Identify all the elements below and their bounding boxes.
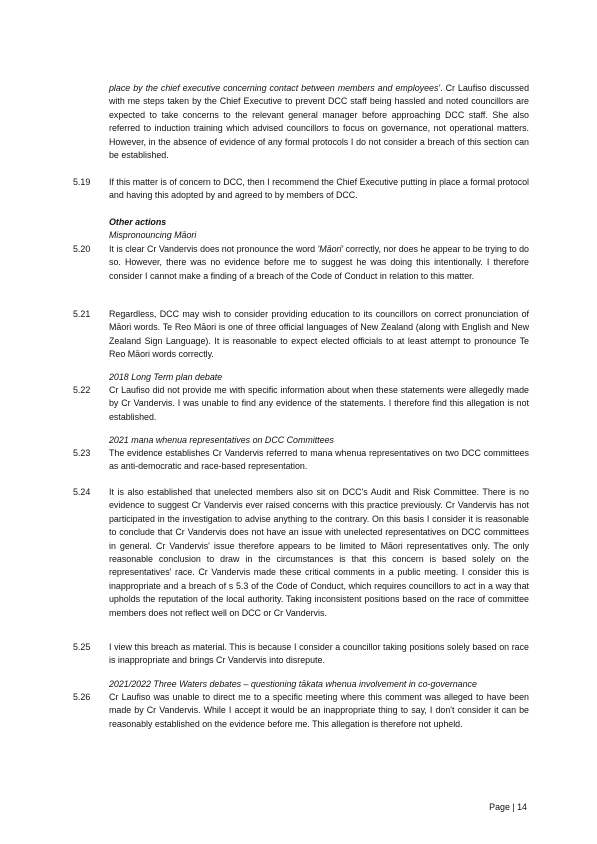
paragraph-5-22: Cr Laufiso did not provide me with specific information about when these statements were allegedly made by Cr Vandervis. I was unable to find any evidence of the statements. I therefore find this allegation is not established.	[109, 385, 529, 422]
paragraph-5-20-word: 'Māori'	[317, 244, 344, 254]
paragraph-number: 5.22	[73, 385, 91, 395]
paragraph-intro-text: . Cr Laufiso discussed with me steps taken by the Chief Executive to prevent DCC staff being hassled and noted councillors are expected to take concerns to the relevant general manager before approaching DCC staff. She also referred to induction training which advised councillors to focus on governance, not operational matters. However, in the absence of evidence of any formal protocols I do not consider a breach of this section can be established.	[109, 83, 530, 161]
section-heading-other-actions: Other actions	[109, 217, 167, 227]
paragraph-5-25: I view this breach as material. This is because I consider a councillor taking positions solely based on race is inappropriate and brings Cr Vandervis into disrepute.	[109, 642, 529, 666]
quote-italic: place by the chief executive concerning contact between members and employees'	[109, 83, 441, 93]
paragraph-number: 5.24	[73, 487, 91, 497]
paragraph-5-19: If this matter is of concern to DCC, then I recommend the Chief Executive putting in place a formal protocol and having this adopted by and agreed to by members of DCC.	[109, 177, 529, 201]
subheading-three-waters: 2021/2022 Three Waters debates – questioning tākata whenua involvement in co-governance	[109, 679, 477, 689]
paragraph-number: 5.25	[73, 642, 91, 652]
subheading-mana-whenua: 2021 mana whenua representatives on DCC Committees	[109, 435, 334, 445]
subheading-mispronouncing: Mispronouncing Māori	[109, 230, 197, 240]
paragraph-number: 5.19	[73, 177, 91, 187]
paragraph-number: 5.26	[73, 692, 91, 702]
paragraph-5-26: Cr Laufiso was unable to direct me to a specific meeting where this comment was alleged to have been made by Cr Vandervis. While I accept it would be an inappropriate thing to say, I don't consider it can be reasonably established on the evidence before me. This allegation is therefore not upheld.	[109, 692, 529, 729]
paragraph-5-24: It is also established that unelected members also sit on DCC's Audit and Risk Committee. There is no evidence to suggest Cr Vandervis ever raised concerns with this practice previously. Cr Vandervis has not participated in the investigation to advise anything to the contrary. On this basis I consider it is reasonable to conclude that Cr Vandervis does not have an issue with unelected representatives on DCC committees in general. Cr Vandervis' issue therefore appears to be limited to Māori representatives only. The only reasonable conclusion to draw in the circumstances is that this concern is based solely on the representatives' race. Cr Vandervis made these critical comments in a public meeting. I consider this is inappropriate and a breach of s 5.3 of the Code of Conduct, which requires councillors to act in a way that upholds the reputation of the local authority. Taking inconsistent positions based on the race of committee members does not reflect well on DCC or Cr Vandervis.	[109, 487, 529, 618]
paragraph-5-20	[109, 243, 529, 283]
paragraph-5-21: Regardless, DCC may wish to consider providing education to its councillors on correct pronunciation of Māori words. Te Reo Māori is one of three official languages of New Zealand (along with English and New Zealand Sign Language). It is reasonable to expect elected officials to at least attempt to pronounce Te Reo Māori words correctly.	[109, 309, 529, 360]
page-number: Page | 14	[489, 802, 527, 812]
paragraph-number: 5.21	[73, 309, 91, 319]
paragraph-number: 5.20	[73, 244, 91, 254]
paragraph-5-23: The evidence establishes Cr Vandervis referred to mana whenua representatives on two DCC committees as anti-democratic and race-based representation.	[109, 448, 529, 472]
paragraph-5-20-post: correctly, nor does he appear to be trying to do so. However, there was no evidence before me to suggest he was doing this intentionally. I therefore consider I cannot make a finding of a breach of the Code of Conduct in relation to this matter.	[109, 244, 529, 281]
paragraph-number: 5.23	[73, 448, 91, 458]
subheading-ltp: 2018 Long Term plan debate	[109, 372, 223, 382]
paragraph-5-20-pre: It is clear Cr Vandervis does not pronounce the word	[109, 244, 318, 254]
paragraph-intro	[109, 82, 529, 162]
